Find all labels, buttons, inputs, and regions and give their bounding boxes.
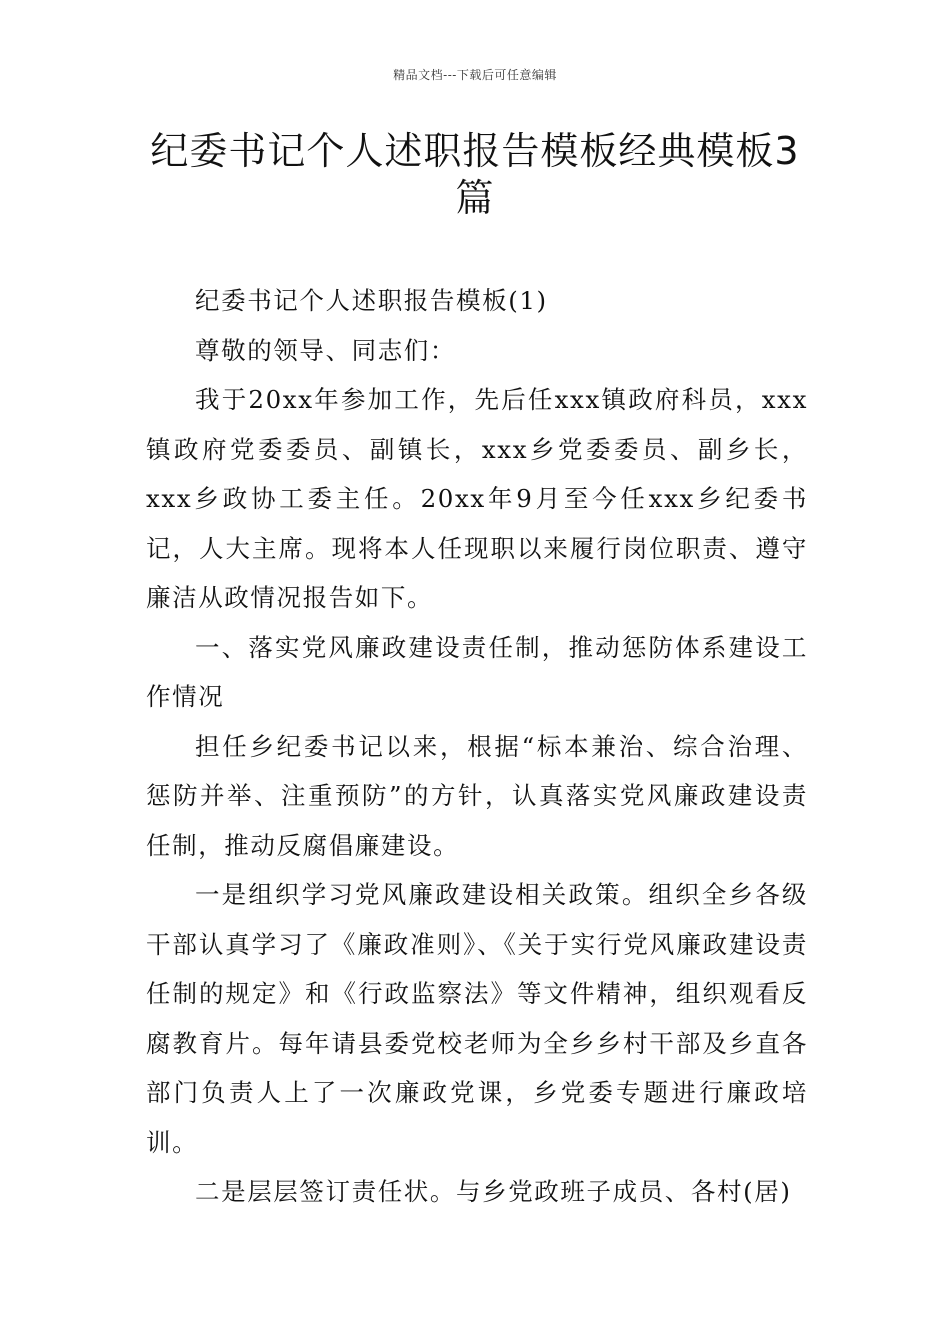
- document-body: [146, 276, 808, 1217]
- body-paragraph: 二是层层签订责任状。与乡党政班子成员、各村(居): [195, 1177, 792, 1206]
- body-paragraph: 我于20xx年参加工作，先后任xxx镇政府科员，xxx镇政府党委委员、副镇长，xxx乡党委委员、副乡长，xxx乡政协工委主任。20xx年9月至今任xxx乡纪委书记，人大主席。现将本人任现职以来履行岗位职责、遵守廉洁从政情况报告如下。: [146, 385, 808, 612]
- header-note: 精品文档---下载后可任意编辑: [393, 68, 557, 82]
- subsection-heading: 一、落实党风廉政建设责任制，推动惩防体系建设工作情况: [146, 632, 808, 711]
- body-paragraph: 担任乡纪委书记以来，根据“标本兼治、综合治理、惩防并举、注重预防”的方针，认真落实党风廉政建设责任制，推动反腐倡廉建设。: [146, 731, 808, 860]
- salutation: 尊敬的领导、同志们：: [195, 335, 456, 365]
- body-paragraph: 一是组织学习党风廉政建设相关政策。组织全乡各级干部认真学习了《廉政准则》、《关于实行党风廉政建设责任制的规定》和《行政监察法》等文件精神，组织观看反腐教育片。每年请县委党校老师为全乡乡村干部及乡直各部门负责人上了一次廉政党课，乡党委专题进行廉政培训。: [146, 880, 808, 1157]
- document-title: 纪委书记个人述职报告模板经典模板3篇: [150, 129, 800, 220]
- section-heading: 纪委书记个人述职报告模板(1): [195, 286, 548, 315]
